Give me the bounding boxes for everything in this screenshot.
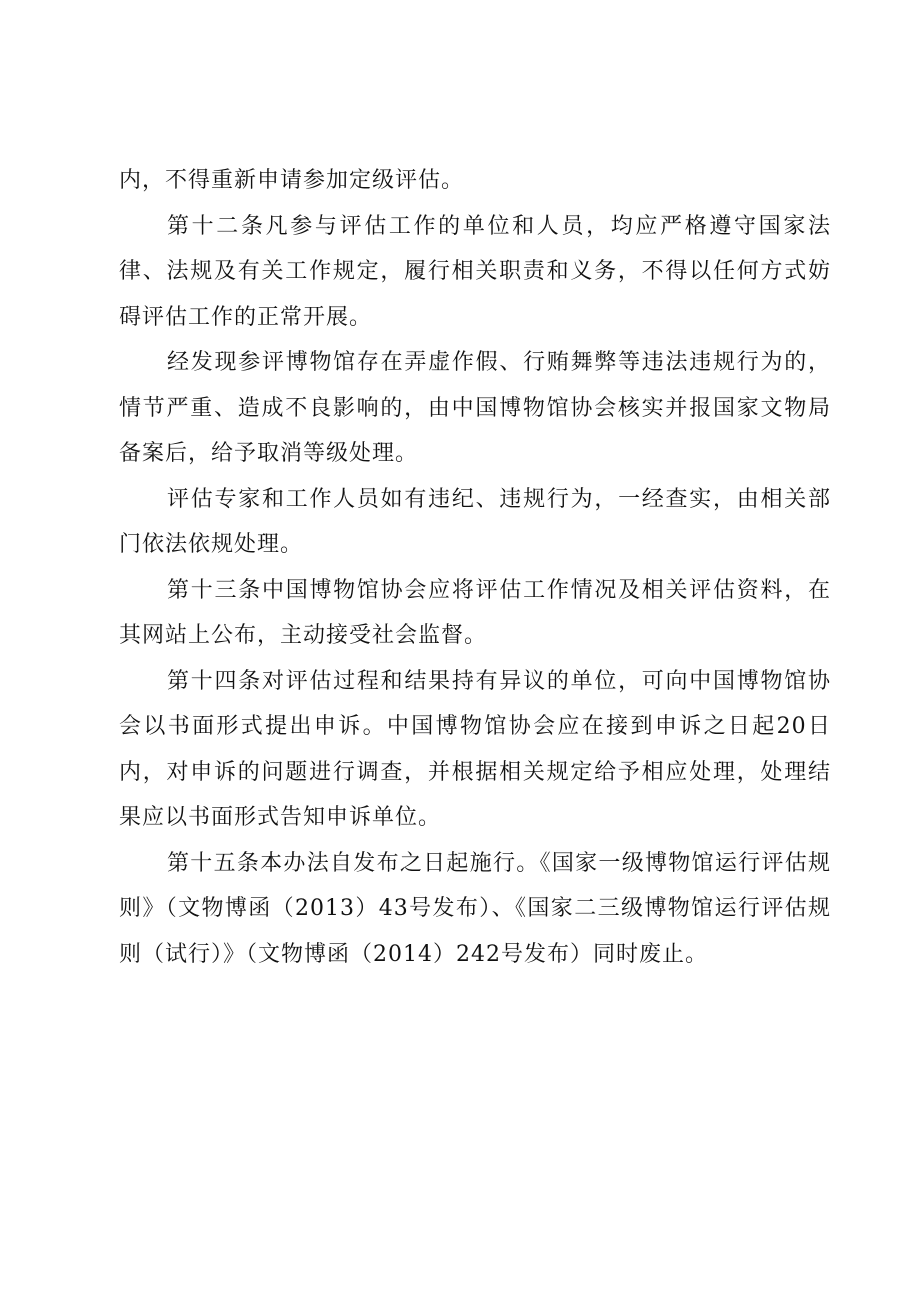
paragraph-article-12: 第十二条凡参与评估工作的单位和人员，均应严格遵守国家法律、法规及有关工作规定，履行相关职责和义务，不得以任何方式妨碍评估工作的正常开展。 [119, 213, 831, 330]
document-body [119, 158, 831, 977]
paragraph-staff-discipline: 评估专家和工作人员如有违纪、违规行为，一经查实，由相关部门依法依规处理。 [119, 486, 831, 557]
paragraph-continuation: 内，不得重新申请参加定级评估。 [119, 168, 465, 193]
paragraph-article-14: 第十四条对评估过程和结果持有异议的单位，可向中国博物馆协会以书面形式提出申诉。中国博物馆协会应在接到申诉之日起20日内，对申诉的问题进行调查，并根据相关规定给予相应处理，处理结果应以书面形式告知申诉单位。 [119, 668, 831, 830]
paragraph-fraud-penalty: 经发现参评博物馆存在弄虚作假、行贿舞弊等违法违规行为的，情节严重、造成不良影响的，由中国博物馆协会核实并报国家文物局备案后，给予取消等级处理。 [119, 350, 831, 466]
paragraph-article-15: 第十五条本办法自发布之日起施行。《国家一级博物馆运行评估规则》（文物博函（2013）43号发布）、《国家二三级博物馆运行评估规则（试行）》（文物博函（2014）242号发布）同时废止。 [119, 850, 831, 967]
paragraph-article-13: 第十三条中国博物馆协会应将评估工作情况及相关评估资料，在其网站上公布，主动接受社会监督。 [119, 577, 831, 648]
